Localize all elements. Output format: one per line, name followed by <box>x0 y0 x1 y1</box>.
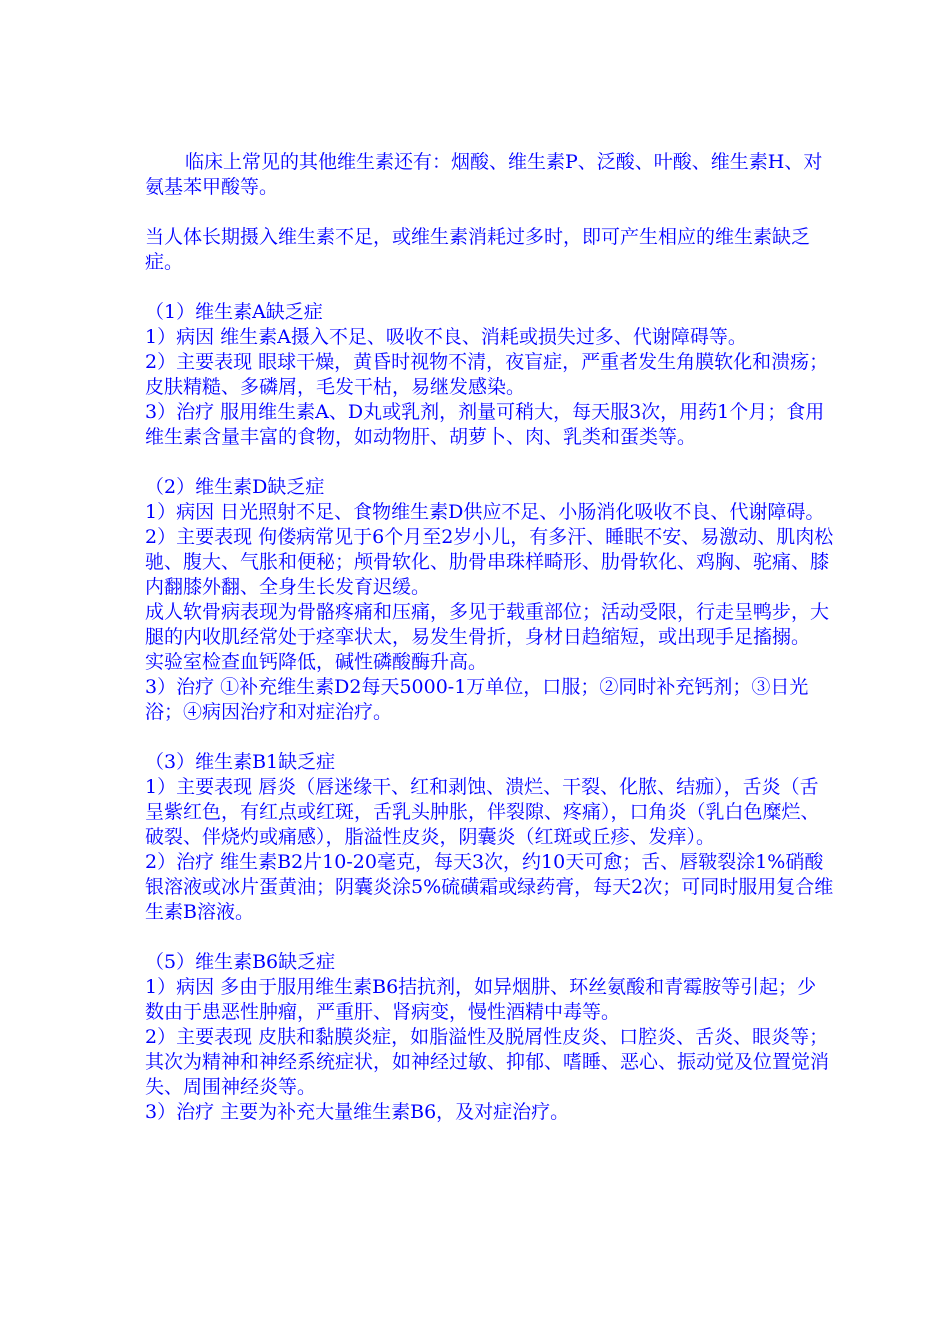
spacer <box>145 925 835 950</box>
section-heading: （1）维生素A缺乏症 <box>145 301 323 323</box>
spacer <box>145 200 835 225</box>
section-heading: （2）维生素D缺乏症 <box>145 476 325 498</box>
section-line: 1）病因 多由于服用维生素B6拮抗剂，如异烟肼、环丝氨酸和青霉胺等引起；少数由于患恶性肿瘤，严重肝、肾病变，慢性酒精中毒等。 <box>145 976 817 1023</box>
section-line: 成人软骨病表现为骨骼疼痛和压痛，多见于载重部位；活动受限，行走呈鸭步，大腿的内收肌经常处于痉挛状太，易发生骨折，身材日趋缩短，或出现手足搐搦。 <box>145 601 830 648</box>
section-vitamin-b1 <box>145 750 835 925</box>
section-line: 3）治疗 服用维生素A、D丸或乳剂，剂量可稍大，每天服3次，用药1个月；食用维生素含量丰富的食物，如动物肝、胡萝卜、肉、乳类和蛋类等。 <box>145 401 825 448</box>
section-line: 2）主要表现 皮肤和黏膜炎症，如脂溢性及脱屑性皮炎、口腔炎、舌炎、眼炎等；其次为精神和神经系统症状，如神经过敏、抑郁、嗜睡、恶心、振动觉及位置觉消失、周围神经炎等。 <box>145 1026 830 1098</box>
spacer <box>145 275 835 300</box>
section-line: 实验室检查血钙降低，碱性磷酸酶升高。 <box>145 651 488 673</box>
section-vitamin-b6 <box>145 950 835 1125</box>
document-page <box>145 150 835 1125</box>
section-line: 1）病因 日光照射不足、食物维生素D供应不足、小肠消化吸收不良、代谢障碍。 <box>145 501 825 523</box>
section-vitamin-a <box>145 300 835 450</box>
section-line: 2）主要表现 佝偻病常见于6个月至2岁小儿，有多汗、睡眠不安、易激动、肌肉松驰、腹大、气胀和便秘；颅骨软化、肋骨串珠样畸形、肋骨软化、鸡胸、驼痛、膝内翻膝外翻、全身生长发育迟缓。 <box>145 526 834 598</box>
spacer <box>145 725 835 750</box>
section-line: 2）治疗 维生素B2片10-20毫克，每天3次，约10天可愈；舌、唇皲裂涂1%硝酸银溶液或冰片蛋黄油；阴囊炎涂5%硫磺霜或绿药膏，每天2次；可同时服用复合维生素B溶液。 <box>145 851 834 923</box>
intro-paragraph: 临床上常见的其他维生素还有：烟酸、维生素P、泛酸、叶酸、维生素H、对氨基苯甲酸等。 <box>145 151 823 198</box>
section-vitamin-d <box>145 475 835 725</box>
section-line: 1）主要表现 唇炎（唇迷缘干、红和剥蚀、溃烂、干裂、化脓、结痂），舌炎（舌呈紫红色，有红点或红斑，舌乳头肿胀，伴裂隙、疼痛），口角炎（乳白色糜烂、破裂、伴烧灼或痛感），脂溢性皮炎，阴囊炎（红斑或丘疹、发痒）。 <box>145 776 820 848</box>
section-line: 1）病因 维生素A摄入不足、吸收不良、消耗或损失过多、代谢障碍等。 <box>145 326 747 348</box>
spacer <box>145 450 835 475</box>
deficiency-paragraph: 当人体长期摄入维生素不足，或维生素消耗过多时，即可产生相应的维生素缺乏症。 <box>145 226 811 273</box>
section-heading: （3）维生素B1缺乏症 <box>145 751 336 773</box>
section-line: 2）主要表现 眼球干燥，黄昏时视物不清，夜盲症，严重者发生角膜软化和溃疡；皮肤精糙、多磷屑，毛发干枯，易继发感染。 <box>145 351 829 398</box>
section-line: 3）治疗 主要为补充大量维生素B6，及对症治疗。 <box>145 1101 570 1123</box>
section-line: 3）治疗 ①补充维生素D2每天5000-1万单位，口服；②同时补充钙剂；③日光浴；④病因治疗和对症治疗。 <box>145 676 809 723</box>
section-heading: （5）维生素B6缺乏症 <box>145 951 336 973</box>
